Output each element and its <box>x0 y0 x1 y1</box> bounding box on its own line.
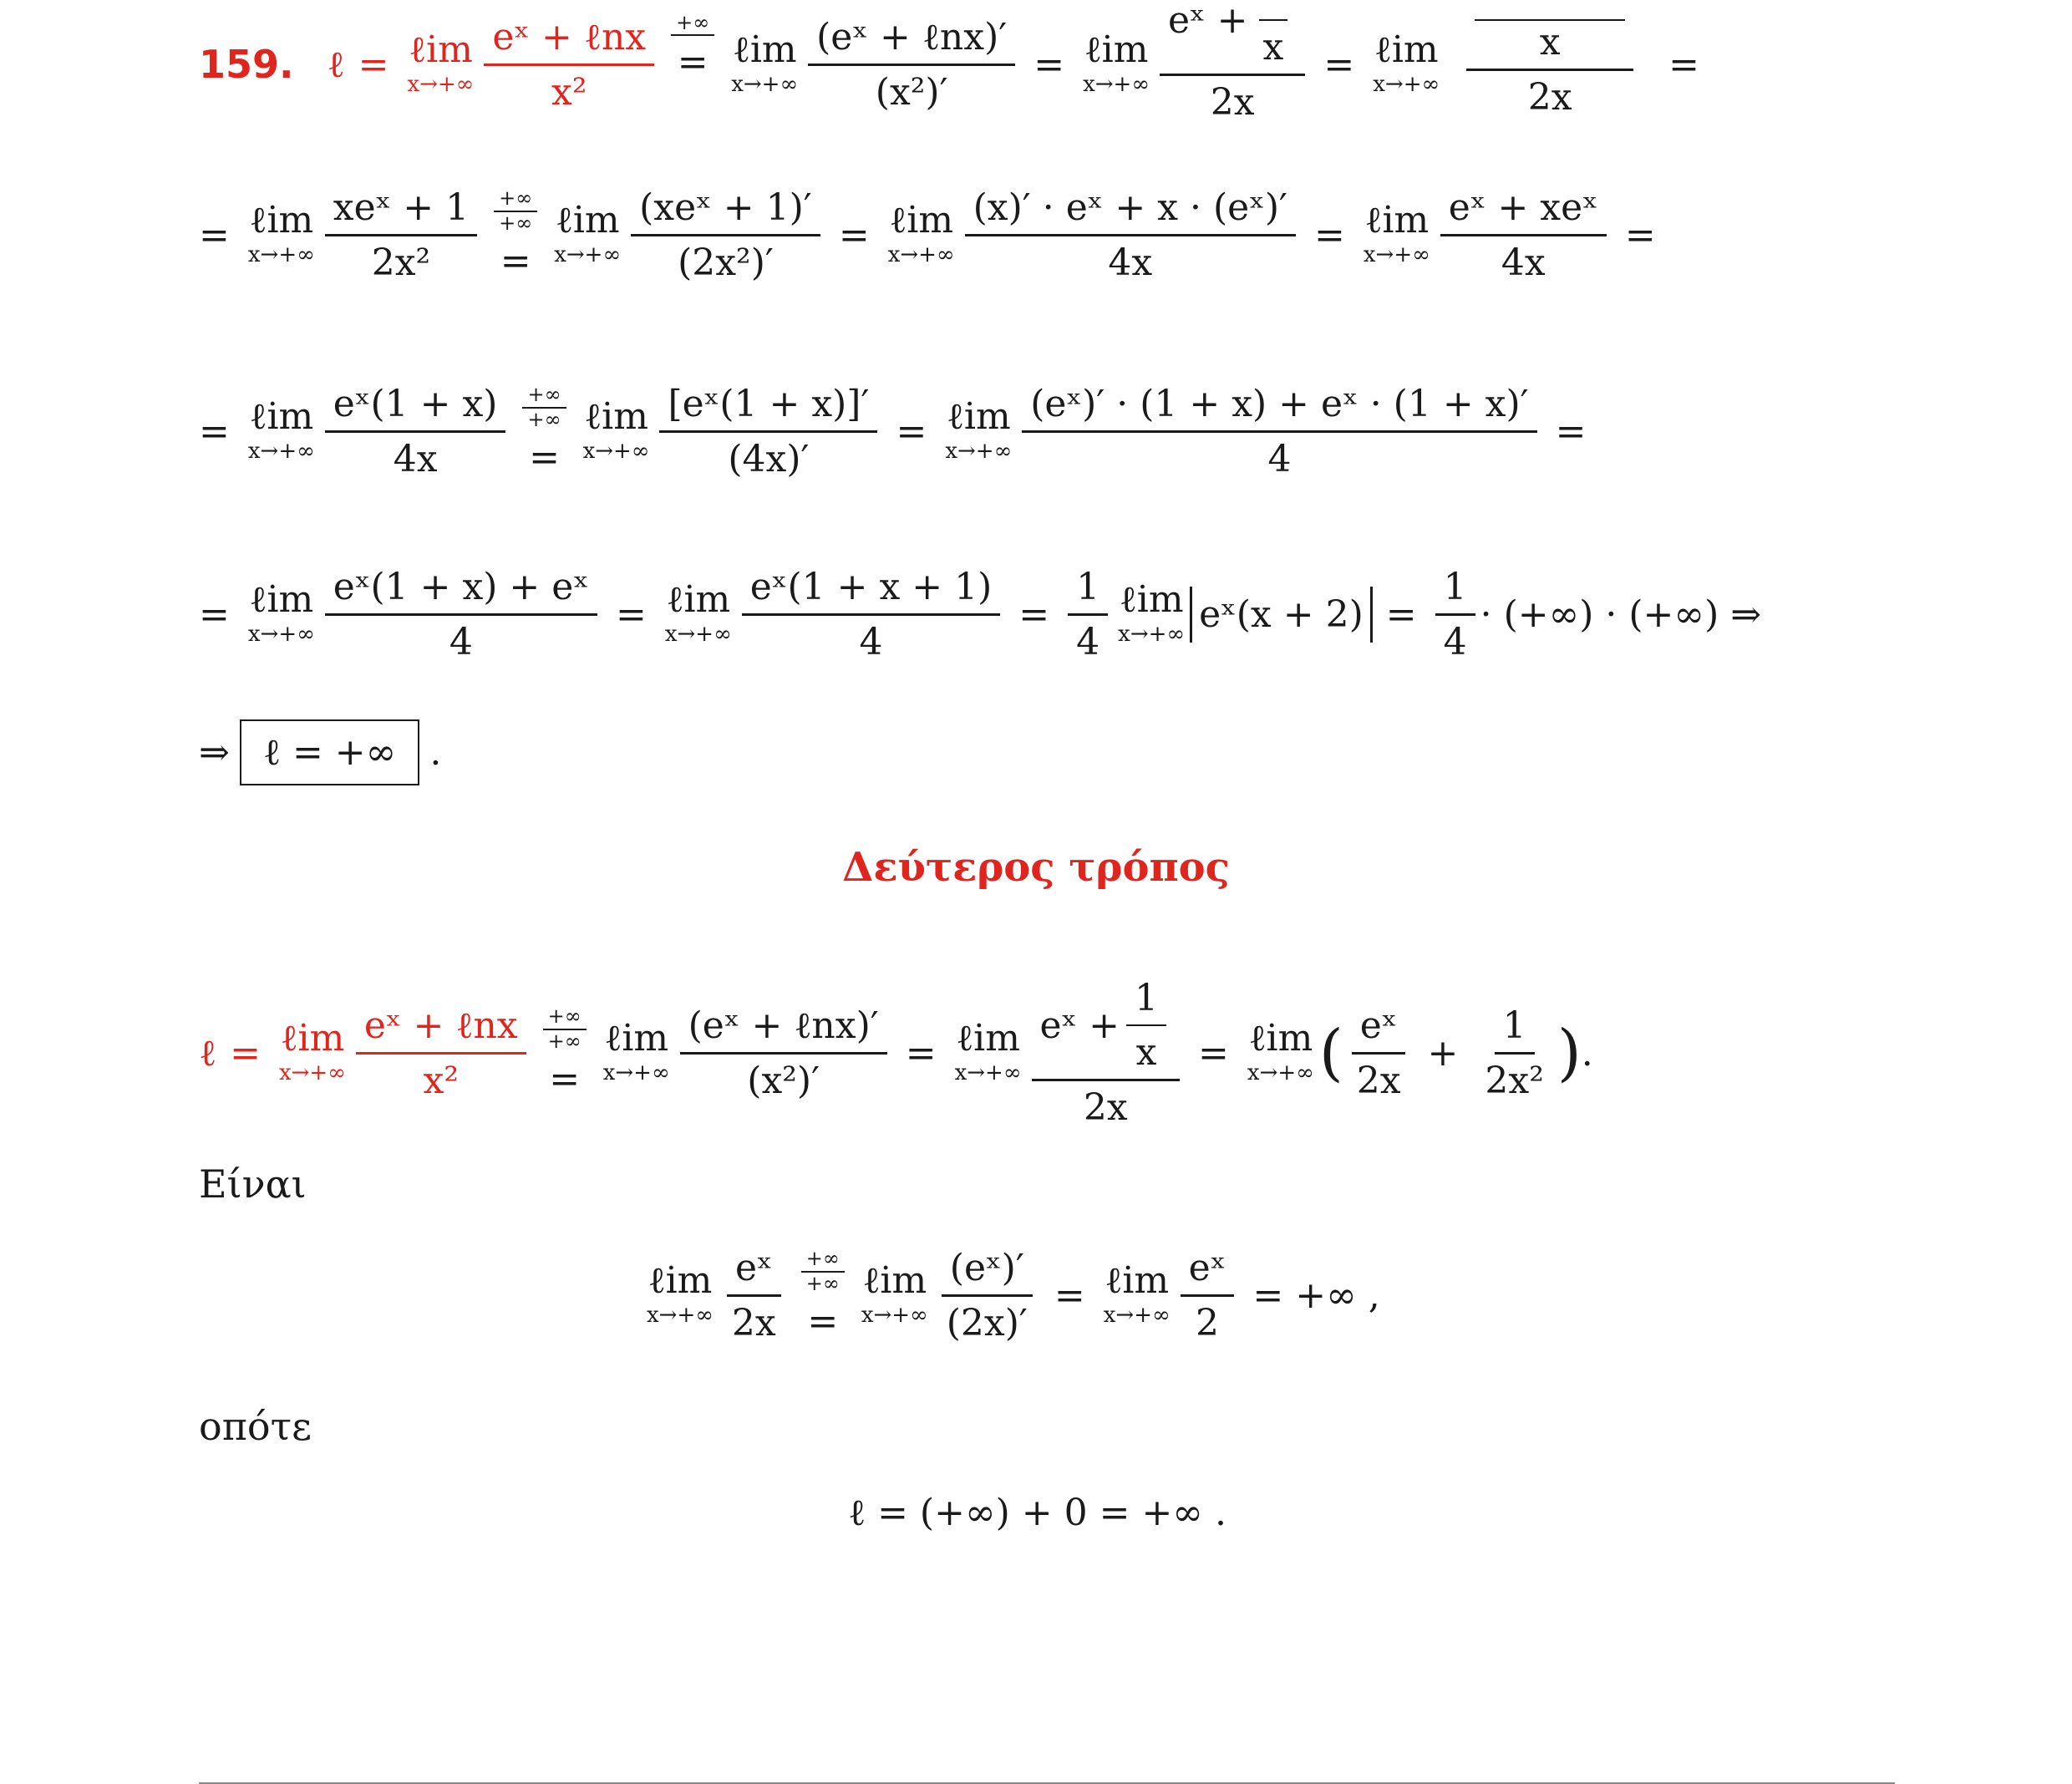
equation-second-method <box>199 969 1593 1136</box>
period: . <box>1581 1031 1593 1075</box>
equals-sign: = <box>230 1031 261 1075</box>
equals-sign: = <box>896 409 927 453</box>
equals-sign: = <box>1018 592 1050 636</box>
fraction: $\frac{\text{eˣ}}{2x}$ <box>1348 1004 1409 1102</box>
limit-operator: ℓim x→+∞ <box>247 578 315 647</box>
problem-number: 159. <box>199 42 294 87</box>
equation-final <box>848 1479 1226 1546</box>
equation-line-3 <box>199 364 1600 498</box>
equation-line-5 <box>199 714 441 790</box>
equals-sign: = <box>199 592 230 636</box>
indeterminate-equals: +∞ = <box>671 12 714 84</box>
limit-operator: ℓim x→+∞ <box>861 1259 928 1328</box>
equals-sign: = <box>1033 43 1065 86</box>
indeterminate-equals: +∞ +∞ = <box>543 1005 587 1100</box>
equals-sign: = <box>1314 213 1345 257</box>
limit-operator: ℓim x→+∞ <box>887 199 955 267</box>
text-einai: Είναι <box>199 1161 307 1207</box>
equals-sign: = <box>1555 409 1587 453</box>
equals-sign: = <box>1668 43 1700 86</box>
limit-operator: ℓim x→+∞ <box>1103 1259 1171 1328</box>
limit-product-tail: · (+∞) · (+∞) ⇒ <box>1480 592 1762 636</box>
indeterminate-equals: +∞ +∞ = <box>801 1248 845 1343</box>
limit-operator: ℓim x→+∞ <box>647 1259 714 1328</box>
limit-operator: ℓim x→+∞ <box>554 199 622 267</box>
fraction: $\frac{\text{(eˣ)′}}{(2x)'}$ <box>938 1247 1036 1344</box>
open-paren: ( <box>1318 1017 1343 1089</box>
equals-sign: = <box>199 213 230 257</box>
fraction-derivative: $\frac{\text{(eˣ + ℓnx)′}}{\text{(x²)′}}$ <box>808 16 1015 114</box>
limit-operator: ℓim x→+∞ <box>247 199 315 267</box>
equation-line-2 <box>199 172 1669 297</box>
plus-sign: + <box>1427 1031 1459 1075</box>
fraction: $\frac{\text{eˣ(1 + x) + eˣ}}{4}$ <box>325 566 597 663</box>
fraction: $\frac{\text{eˣ + xeˣ}}{4x}$ <box>1440 186 1607 284</box>
close-paren: ) <box>1557 1017 1582 1089</box>
limit-operator: ℓim x→+∞ <box>1083 28 1150 97</box>
limit-operator: ℓim x→+∞ <box>1247 1017 1314 1085</box>
limit-operator: ℓim x→+∞ <box>407 28 475 97</box>
equals-sign: = <box>358 43 389 86</box>
limit-operator: ℓim x→+∞ <box>1363 199 1430 267</box>
fraction: $\frac{\text{(xeˣ + 1)′}}{\text{(2x²)′}}$ <box>631 186 820 284</box>
fraction: $\frac{\text{(x)′ · eˣ + x · (eˣ)′}}{4x}$ <box>965 186 1296 284</box>
ell-symbol: ℓ <box>199 1031 217 1075</box>
limit-operator: ℓim x→+∞ <box>1118 578 1186 647</box>
fraction-compound-2: $\frac{x}{2x}$ <box>1450 0 1650 119</box>
equals-sign: = <box>199 409 230 453</box>
implies-arrow: ⇒ <box>199 730 230 774</box>
boxed-result: ℓ = +∞ <box>240 719 419 785</box>
fraction-main: $\frac{\text{eˣ + ℓnx}}{\text{x²}}$ <box>356 1004 526 1102</box>
fraction: $\frac{\text{(eˣ)′ · (1 + x) + eˣ · (1 + x)′}}{4}$ <box>1022 383 1536 480</box>
limit-operator: ℓim x→+∞ <box>731 28 799 97</box>
ell-symbol: ℓ <box>327 43 345 86</box>
limit-operator: ℓim x→+∞ <box>954 1017 1022 1085</box>
equals-sign: = <box>838 213 870 257</box>
equals-sign: = <box>1323 43 1355 86</box>
equation-line-4 <box>199 551 1761 677</box>
equals-sign: = <box>1385 592 1417 636</box>
fraction-quarter: $\frac{1}{4}$ <box>1068 566 1108 663</box>
fraction: $\frac{\text{[eˣ(1 + x)]′}}{(4x)'}$ <box>659 383 877 480</box>
fraction-quarter: $\frac{1}{4}$ <box>1435 566 1475 663</box>
fraction-compound: eˣ + x 2x <box>1160 0 1305 124</box>
fraction-compound: eˣ + $\frac{1}{x}$ 2x <box>1032 977 1181 1129</box>
limit-operator: ℓim x→+∞ <box>664 578 732 647</box>
limit-operator: ℓim x→+∞ <box>945 395 1013 464</box>
equals-sign: = <box>615 592 647 636</box>
fraction: $\frac{\text{eˣ(1 + x + 1)}}{4}$ <box>742 566 1001 663</box>
fraction-derivative: $\frac{\text{(eˣ + ℓnx)′}}{\text{(x²)′}}$ <box>680 1004 887 1102</box>
equation-einai <box>642 1224 1394 1366</box>
period: . <box>429 730 442 774</box>
fraction: $\frac{\text{xeˣ + 1}}{\text{2x²}}$ <box>325 186 477 284</box>
equals-sign: = <box>1198 1031 1229 1075</box>
equals-sign: = <box>905 1031 937 1075</box>
indeterminate-equals: +∞ +∞ = <box>494 187 537 282</box>
limit-operator: ℓim x→+∞ <box>247 395 315 464</box>
limit-operator: ℓim x→+∞ <box>582 395 650 464</box>
equals-sign: = <box>1624 213 1656 257</box>
equation-line-1 <box>199 0 1713 144</box>
indeterminate-equals: +∞ +∞ = <box>522 384 566 479</box>
fraction-main: $\frac{\text{eˣ + ℓnx}}{\text{x²}}$ <box>484 16 654 114</box>
fraction: $\frac{1}{\text{2x²}}$ <box>1485 1004 1544 1102</box>
limit-operator: ℓim x→+∞ <box>1373 28 1440 97</box>
fraction: $\frac{\text{eˣ}}{2x}$ <box>724 1247 785 1344</box>
limit-operator: ℓim x→+∞ <box>278 1017 346 1085</box>
fraction: $\frac{\text{eˣ}}{2}$ <box>1181 1247 1235 1344</box>
bracketed-expression: eˣ(x + 2) <box>1190 587 1373 643</box>
limit-operator: ℓim x→+∞ <box>602 1017 670 1085</box>
section-title: Δεύτερος τρόπος <box>842 844 1230 891</box>
result-tail: = +∞ , <box>1252 1273 1380 1317</box>
final-result: ℓ = (+∞) + 0 = +∞ . <box>848 1491 1226 1534</box>
equals-sign: = <box>1054 1273 1085 1317</box>
fraction: $\frac{\text{eˣ(1 + x)}}{4x}$ <box>325 383 506 480</box>
text-opote: οπότε <box>199 1404 312 1449</box>
